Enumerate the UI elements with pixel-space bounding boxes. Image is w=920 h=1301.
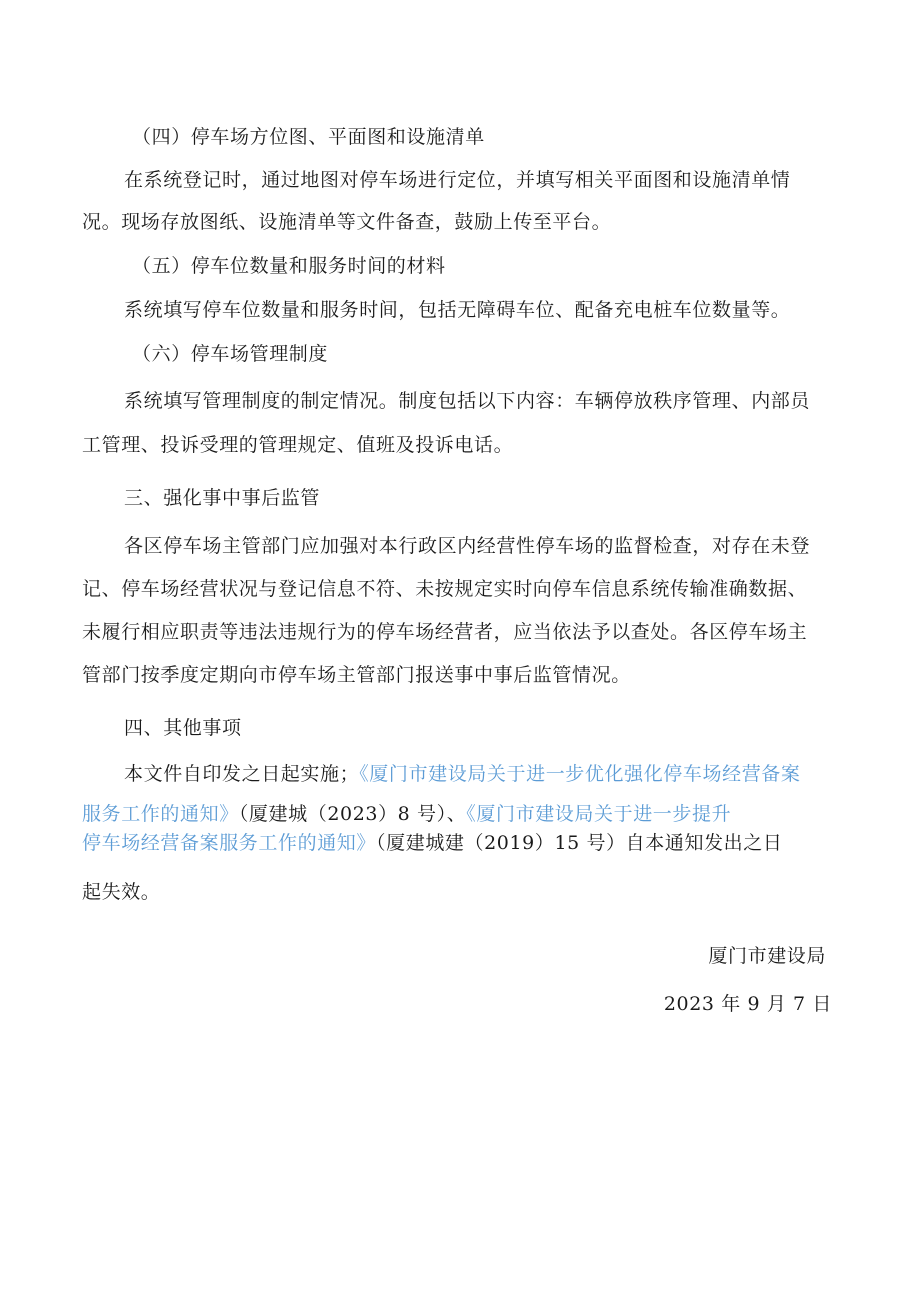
section-5-heading: （五）停车位数量和服务时间的材料 (132, 255, 446, 277)
notice-2019-number: （厦建城建（2019）15 号）自本通知发出之日 (376, 832, 783, 854)
section-6-paragraph-line-2: 工管理、投诉受理的管理规定、值班及投诉电话。 (82, 434, 514, 456)
section-three-paragraph-line-3: 未履行相应职责等违法违规行为的停车场经营者，应当依法予以查处。各区停车场主 (82, 621, 808, 643)
section-6-heading: （六）停车场管理制度 (132, 343, 329, 365)
notice-2019-link-part-1[interactable]: 《厦门市建设局关于进一步提升 (466, 803, 732, 825)
signature: 厦门市建设局 (708, 945, 826, 967)
effective-date-text: 本文件自印发之日起实施； (124, 763, 360, 785)
notice-2023-link-part-2[interactable]: 服务工作的通知》 (82, 803, 239, 825)
section-6-paragraph-line-1: 系统填写管理制度的制定情况。制度包括以下内容：车辆停放秩序管理、内部员 (124, 390, 811, 412)
section-4-paragraph-line-1: 在系统登记时，通过地图对停车场进行定位，并填写相关平面图和设施清单情 (124, 169, 791, 191)
section-three-paragraph-line-2: 记、停车场经营状况与登记信息不符、未按规定实时向停车信息系统传输准确数据、 (82, 578, 808, 600)
section-four-heading: 四、其他事项 (124, 717, 242, 739)
section-three-paragraph-line-1: 各区停车场主管部门应加强对本行政区内经营性停车场的监督检查，对存在未登 (124, 535, 811, 557)
section-four-line-4: 起失效。 (82, 881, 161, 903)
section-5-paragraph-line-1: 系统填写停车位数量和服务时间，包括无障碍车位、配备充电桩车位数量等。 (124, 299, 791, 321)
notice-2023-number: （厦建城（2023）8 号）、 (238, 803, 467, 825)
section-4-paragraph-line-2: 况。现场存放图纸、设施清单等文件备查，鼓励上传至平台。 (82, 211, 612, 233)
section-four-line-2 (82, 801, 731, 827)
section-four-line-3 (82, 830, 783, 856)
issue-date: 2023 年 9 月 7 日 (663, 993, 832, 1015)
notice-2019-link-part-2[interactable]: 停车场经营备案服务工作的通知》 (82, 832, 377, 854)
section-three-paragraph-line-4: 管部门按季度定期向市停车场主管部门报送事中事后监管情况。 (82, 664, 631, 686)
section-four-line-1 (124, 761, 801, 787)
section-4-heading: （四）停车场方位图、平面图和设施清单 (132, 126, 485, 148)
section-three-heading: 三、强化事中事后监管 (124, 487, 321, 509)
notice-2023-link-part-1[interactable]: 《厦门市建设局关于进一步优化强化停车场经营备案 (359, 763, 801, 785)
